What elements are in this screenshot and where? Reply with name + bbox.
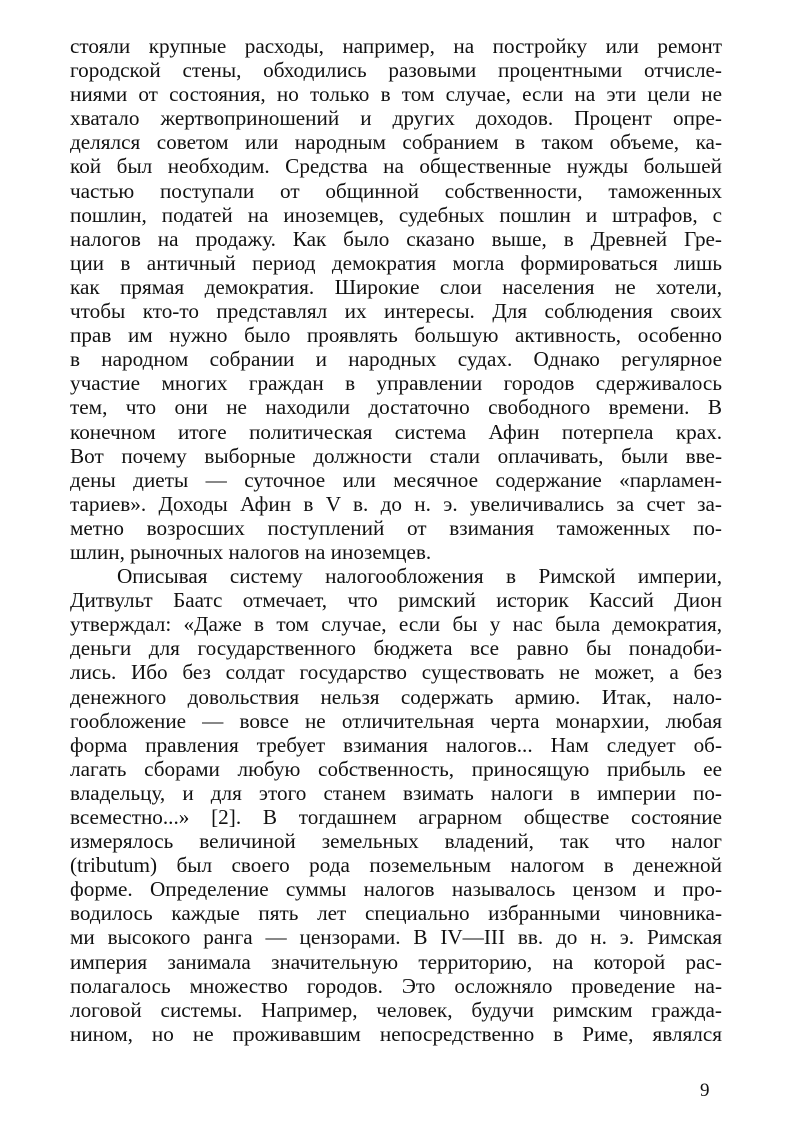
paragraph-1 bbox=[70, 34, 722, 564]
text-line: дены диеты — суточное или месячное содержание «парламен- bbox=[70, 467, 722, 492]
text-line: шлин, рыночных налогов на иноземцев. bbox=[70, 539, 432, 564]
text-line: всеместно...» [2]. В тогдашнем аграрном обществе состояние bbox=[70, 805, 722, 829]
text-line: ции в античный период демократия могла формироваться лишь bbox=[70, 250, 722, 275]
text-line: денежного довольствия нельзя содержать армию. Итак, нало- bbox=[70, 684, 722, 709]
text-line: форма правления требует взимания налогов... Нам следует об- bbox=[70, 732, 722, 757]
text-line: утверждал: «Даже в том случае, если бы у нас была демократия, bbox=[70, 612, 722, 637]
text-line: лагать сборами любую собственность, приносящую прибыль ее bbox=[70, 756, 722, 781]
text-line: частью поступали от общинной собственности, таможенных bbox=[70, 178, 722, 203]
text-line: в народном собрании и народных судах. Однако регулярное bbox=[70, 347, 722, 372]
text-line: Вот почему выборные должности стали оплачивать, были вве- bbox=[70, 443, 722, 468]
text-line: метно возросших поступлений от взимания таможенных по- bbox=[70, 515, 722, 540]
text-line: чтобы кто-то представлял их интересы. Для соблюдения своих bbox=[70, 299, 722, 324]
text-line: ми высокого ранга — цензорами. В IV—III вв. до н. э. Римская bbox=[70, 925, 722, 950]
text-line: конечном итоге политическая система Афин потерпела крах. bbox=[70, 419, 722, 444]
text-line: полагалось множество городов. Это осложняло проведение на- bbox=[70, 973, 722, 998]
paragraph-2 bbox=[70, 564, 722, 1046]
text-line: городской стены, обходились разовыми процентными отчисле- bbox=[70, 58, 722, 83]
text-line: делялся советом или народным собранием в таком объеме, ка- bbox=[70, 130, 722, 155]
text-line: тариев». Доходы Афин в V в. до н. э. увеличивались за счет за- bbox=[70, 491, 722, 516]
text-line: владельцу, и для этого станем взимать налоги в империи по- bbox=[70, 780, 722, 805]
text-line: ниями от состояния, но только в том случае, если на эти цели не bbox=[70, 82, 722, 107]
text-line: Дитвульт Баатс отмечает, что римский историк Кассий Дион bbox=[70, 588, 722, 613]
text-line: (tributum) был своего рода поземельным налогом в денежной bbox=[70, 853, 722, 878]
page-number: 9 bbox=[700, 1080, 710, 1101]
body-text bbox=[70, 34, 722, 1046]
text-line: тем, что они не находили достаточно свободного времени. В bbox=[70, 395, 722, 420]
text-line: логовой системы. Например, человек, будучи римским гражда- bbox=[70, 997, 722, 1022]
text-line: участие многих граждан в управлении городов сдерживалось bbox=[70, 371, 722, 396]
text-line: стояли крупные расходы, например, на постройку или ремонт bbox=[70, 34, 722, 58]
text-line: налогов на продажу. Как было сказано выше, в Древней Гре- bbox=[70, 226, 722, 251]
text-line: империя занимала значительную территорию, на которой рас- bbox=[70, 949, 722, 974]
text-line: кой был необходим. Средства на общественные нужды большей bbox=[70, 154, 722, 179]
text-line: водилось каждые пять лет специально избранными чиновника- bbox=[70, 901, 722, 926]
text-line: деньги для государственного бюджета все равно бы понадоби- bbox=[70, 636, 722, 661]
text-line: гообложение — вовсе не отличительная черта монархии, любая bbox=[70, 708, 722, 733]
text-line: как прямая демократия. Широкие слои населения не хотели, bbox=[70, 274, 722, 299]
text-line: измерялось величиной земельных владений, так что налог bbox=[70, 829, 722, 854]
text-line: прав им нужно было проявлять большую активность, особенно bbox=[70, 323, 722, 348]
text-line: нином, но не проживавшим непосредственно в Риме, являлся bbox=[70, 1021, 722, 1046]
text-line: хватало жертвоприношений и других доходов. Процент опре- bbox=[70, 106, 722, 131]
text-line: лись. Ибо без солдат государство существовать не может, а без bbox=[70, 660, 722, 685]
text-line: пошлин, податей на иноземцев, судебных пошлин и штрафов, с bbox=[70, 202, 722, 227]
text-line: Описывая систему налогообложения в Римской империи, bbox=[117, 564, 722, 589]
text-line: форме. Определение суммы налогов называлось цензом и про- bbox=[70, 877, 722, 902]
